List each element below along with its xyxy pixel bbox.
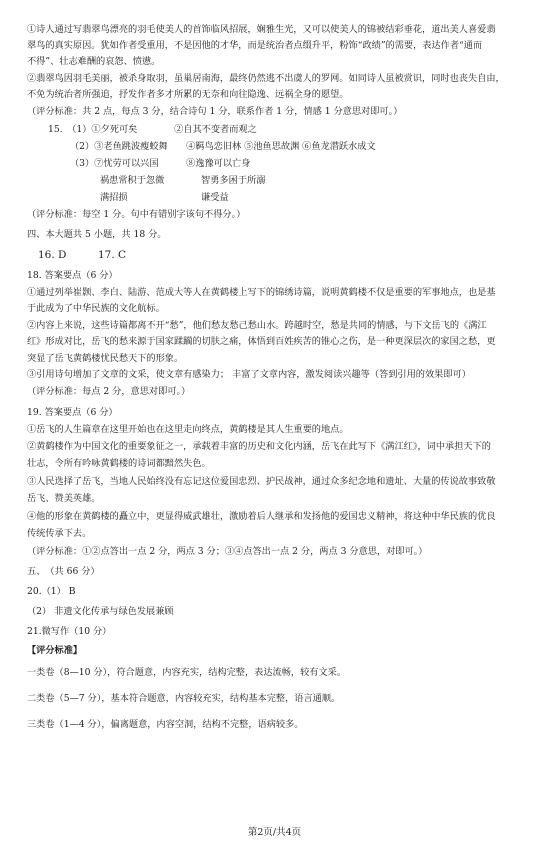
page-number: 第2页/共4页	[247, 827, 302, 838]
text-line: ①岳飞的人生篇章在这里开始也在这里走向终点，黄鹤楼是其人生重要的地点。	[27, 424, 349, 435]
text-line: ①通过列举崔颢、李白、陆游、范成大等人在黄鹤楼上写下的锦绣诗篇，说明黄鹤楼不仅是重要的军事地点，也是基	[27, 287, 496, 298]
text-line: ②内容上来说，这些诗篇都离不开“愁”，他们愁友愁己愁山水。跨越时空，愁是共同的情感，与下文岳飞的《满江	[27, 320, 487, 331]
question-18-heading: 18. 答案要点（6 分）	[27, 270, 118, 281]
text-line: 不免为统治者所强追，抒发作者多才所累的无奈和向往隐逸、远祸全身的愿望。	[27, 89, 349, 100]
answer-15-3: （3）⑦忧劳可以兴国 ⑧逸豫可以亡身	[70, 158, 251, 169]
answer-15-3-line3: 满招损 谦受益	[100, 192, 229, 203]
text-line: ②翡翠鸟因羽毛美丽，被杀身取羽，虽巢居南海，最终仍然逃不出虞人的罗网。如同诗人虽被赏识，同时也丧失自由，	[27, 73, 505, 84]
text-line: 突显了岳飞黄鹤楼忧民愁天下的形象。	[27, 353, 184, 364]
text-line: ④他的形象在黄鹤楼的矗立中，更显得威武雄壮，激励着后人继承和发扬他的爱国忠义精神，将这种中华民族的优良	[27, 511, 496, 522]
text-line: ②黄鹤楼作为中国文化的重要象征之一，承载着丰富的历史和文化内涵，岳飞在此写下《满江红》，词中承担天下的	[27, 441, 491, 452]
scoring-note: （评分标准：①②点答出一点 2 分，两点 3 分；③④点答出一点 2 分，两点 3 分意思，对即可。）	[27, 546, 428, 557]
answer-15-2: （2）③老鱼跳波瘦蛟舞 ④羁鸟恋旧林 ⑤池鱼思故渊 ⑥鱼龙潜跃水成文	[70, 141, 376, 152]
text-line: 翠鸟的真实原因。犹如作者受重用，不是因他的才华，而是统治者点缀升平，粉饰“政绩”的需要，表达作者“通而	[27, 40, 483, 51]
section-heading: 五、 （共 66 分）	[27, 566, 100, 577]
grade-3: 三类卷（1—4 分），偏离题意，内容空洞，结构不完整，语病较多。	[27, 719, 304, 730]
text-line: 壮志，令所有吟咏黄鹤楼的诗词都黯然失色。	[27, 458, 211, 469]
text-line: ③人民选择了岳飞，当地人民始终没有忘记这位爱国忠烈、护民战神，通过众多纪念地和遗址、大量的传说故事致敬	[27, 476, 496, 487]
scoring-note: （评分标准：每空 1 分。句中有错别字该句不得分。）	[27, 209, 246, 220]
answer-15-1: 15. （1）①夕死可矣 ②自其不变者而观之	[48, 124, 257, 135]
text-line: 于此成为了中华民族的文化航标。	[27, 303, 165, 314]
question-21-heading: 21.微写作（10 分）	[27, 626, 112, 637]
scoring-note: （评分标准：共 2 点，每点 3 分，结合诗句 1 分，联系作者 1 分，情感 1 分意思对即可。）	[27, 106, 403, 117]
text-line: ③引用诗句增加了文章的文采，使文章有感染力； 丰富了文章内容，激发阅读兴趣等（答到引用的效果即可）	[27, 369, 471, 380]
text-line: 红》形成对比，岳飞的愁来源于国家蹂躏的切肤之痛，体悟到百姓疾苦的锥心之伤，是一种更深层次的家国之愁，更	[27, 336, 496, 347]
answer-15-3-line2: 祸患常积于忽微 智勇多困于所溺	[100, 175, 266, 186]
scoring-heading: 【评分标准】	[27, 645, 83, 656]
grade-2: 二类卷（5—7 分），基本符合题意，内容较充实，结构基本完整，语言通顺。	[27, 693, 341, 704]
answer-20-1: 20.（1） B	[27, 586, 76, 597]
grade-1: 一类卷（8—10 分），符合题意，内容充实，结构完整，表达流畅，较有文采。	[27, 667, 347, 678]
answer-20-2: （2） 非遗文化传承与绿色发展兼顾	[27, 606, 174, 617]
question-19-heading: 19. 答案要点（6 分）	[27, 407, 118, 418]
text-line: 岳飞、赞美英雄。	[27, 493, 101, 504]
text-line: ①诗人通过写翡翠鸟漂亮的羽毛使美人的首饰临风招展，娴雅生光，又可以使美人的锦被结彩垂花，道出美人喜爱翡	[27, 24, 496, 35]
answers-16-17: 16. D 17. C	[38, 249, 127, 261]
text-line: 传统传承下去。	[27, 528, 92, 539]
scoring-note: （评分标准：每点 2 分，意思对即可。）	[27, 386, 191, 397]
text-line: 不得”、壮志难酬的哀怨、愤懑。	[27, 56, 161, 67]
section-heading: 四、本大题共 5 小题，共 18 分。	[27, 229, 167, 240]
